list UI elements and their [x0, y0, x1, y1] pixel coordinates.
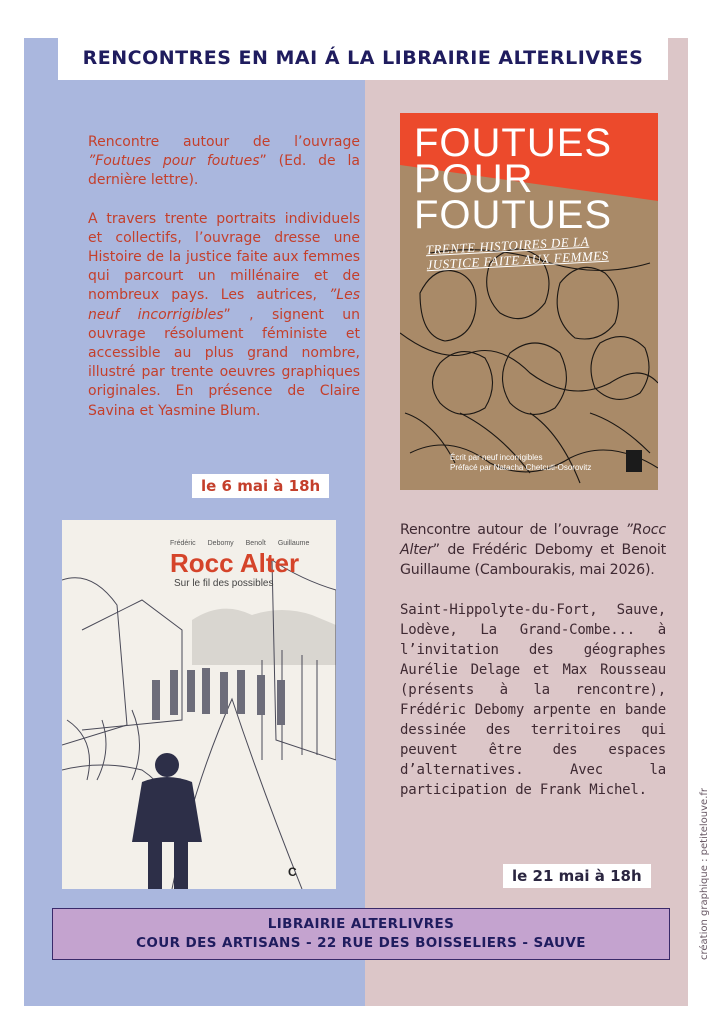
event2-body: Saint-Hippolyte-du-Fort, Sauve, Lodève, La Grand-Combe... à l’invitation des géographes Aurélie Delage et Max Rousseau (présents à la rencontre), Frédéric Debomy arpente en bande dessinée des territoires qui peuvent être des espaces d’alternatives. Avec la participation de Frank Michel. — [400, 602, 666, 798]
cover1-title-line-3: FOUTUES — [414, 193, 613, 237]
rocc-alter-book-cover — [62, 520, 336, 889]
event2-intro — [400, 520, 666, 580]
cover1-title-line-1: FOUTUES — [414, 121, 613, 165]
event1-description — [88, 133, 360, 440]
header-banner — [58, 36, 668, 80]
event2-intro-prefix: Rencontre autour de l’ouvrage — [400, 522, 626, 538]
cover1-subtitle: TRENTE HISTOIRES DE LA JUSTICE FAITE AUX FEMMES — [425, 233, 609, 273]
design-credit: création graphique : petitelouve.fr — [699, 787, 710, 960]
event2-description — [400, 520, 666, 820]
event1-date-badge: le 6 mai à 18h — [192, 474, 329, 498]
cover1-credits — [450, 453, 591, 473]
event1-intro — [88, 133, 360, 191]
page-title: RENCONTRES EN MAI Á LA LIBRAIRIE ALTERLIVRES — [82, 47, 644, 69]
event1-body-b: ” , signent un ouvrage résolument féministe et accessible au plus grand nombre, illustré par trente oeuvres graphiques originales. En présence de Claire Savina et Yasmine Blum. — [88, 306, 361, 419]
cover1-credit-preface: Préfacé par Natacha Chetcuti-Osorovitz — [450, 463, 592, 472]
cover2-author-1: Frédéric Debomy — [170, 540, 234, 547]
cover2-author-2: Benoît Guillaume — [245, 540, 310, 547]
publisher-logo-icon — [626, 450, 642, 472]
cover1-title — [414, 121, 613, 237]
cover2-title: Rocc Alter — [170, 548, 300, 578]
bookstore-name: LIBRAIRIE ALTERLIVRES — [267, 916, 455, 932]
event1-authors: ”Les neuf incorrigibles — [88, 287, 360, 323]
address-box — [52, 908, 670, 960]
event2-book-title: ”Rocc Alter — [400, 522, 666, 558]
cover1-title-line-2: POUR — [414, 157, 534, 201]
event1-intro-prefix: Rencontre autour de l’ouvrage — [88, 134, 360, 150]
event1-intro-suffix: ” (Ed. de la dernière lettre). — [88, 153, 361, 189]
cover2-subtitle: Sur le fil des possibles — [174, 578, 274, 589]
event2-intro-suffix: ” de Frédéric Debomy et Benoit Guillaume (Cambourakis, mai 2026). — [400, 542, 666, 578]
event1-book-title: ”Foutues pour foutues — [88, 153, 260, 170]
cover2-authors — [170, 540, 309, 547]
event1-body-a: A travers trente portraits individuels et collectifs, l’ouvrage dresse une Histoire de la justice faite aux femmes qui parcourt un millénaire et de nombreux pays. Les autrices, — [88, 210, 360, 304]
cambourakis-logo-icon: C — [288, 865, 297, 879]
cover1-credit-author: Écrit par neuf incorrigibles — [450, 453, 543, 462]
event1-body — [88, 210, 360, 421]
event2-date-badge: le 21 mai à 18h — [503, 864, 651, 888]
bookstore-address: COUR DES ARTISANS - 22 RUE DES BOISSELIERS - SAUVE — [136, 935, 586, 951]
foutues-book-cover — [400, 113, 658, 490]
